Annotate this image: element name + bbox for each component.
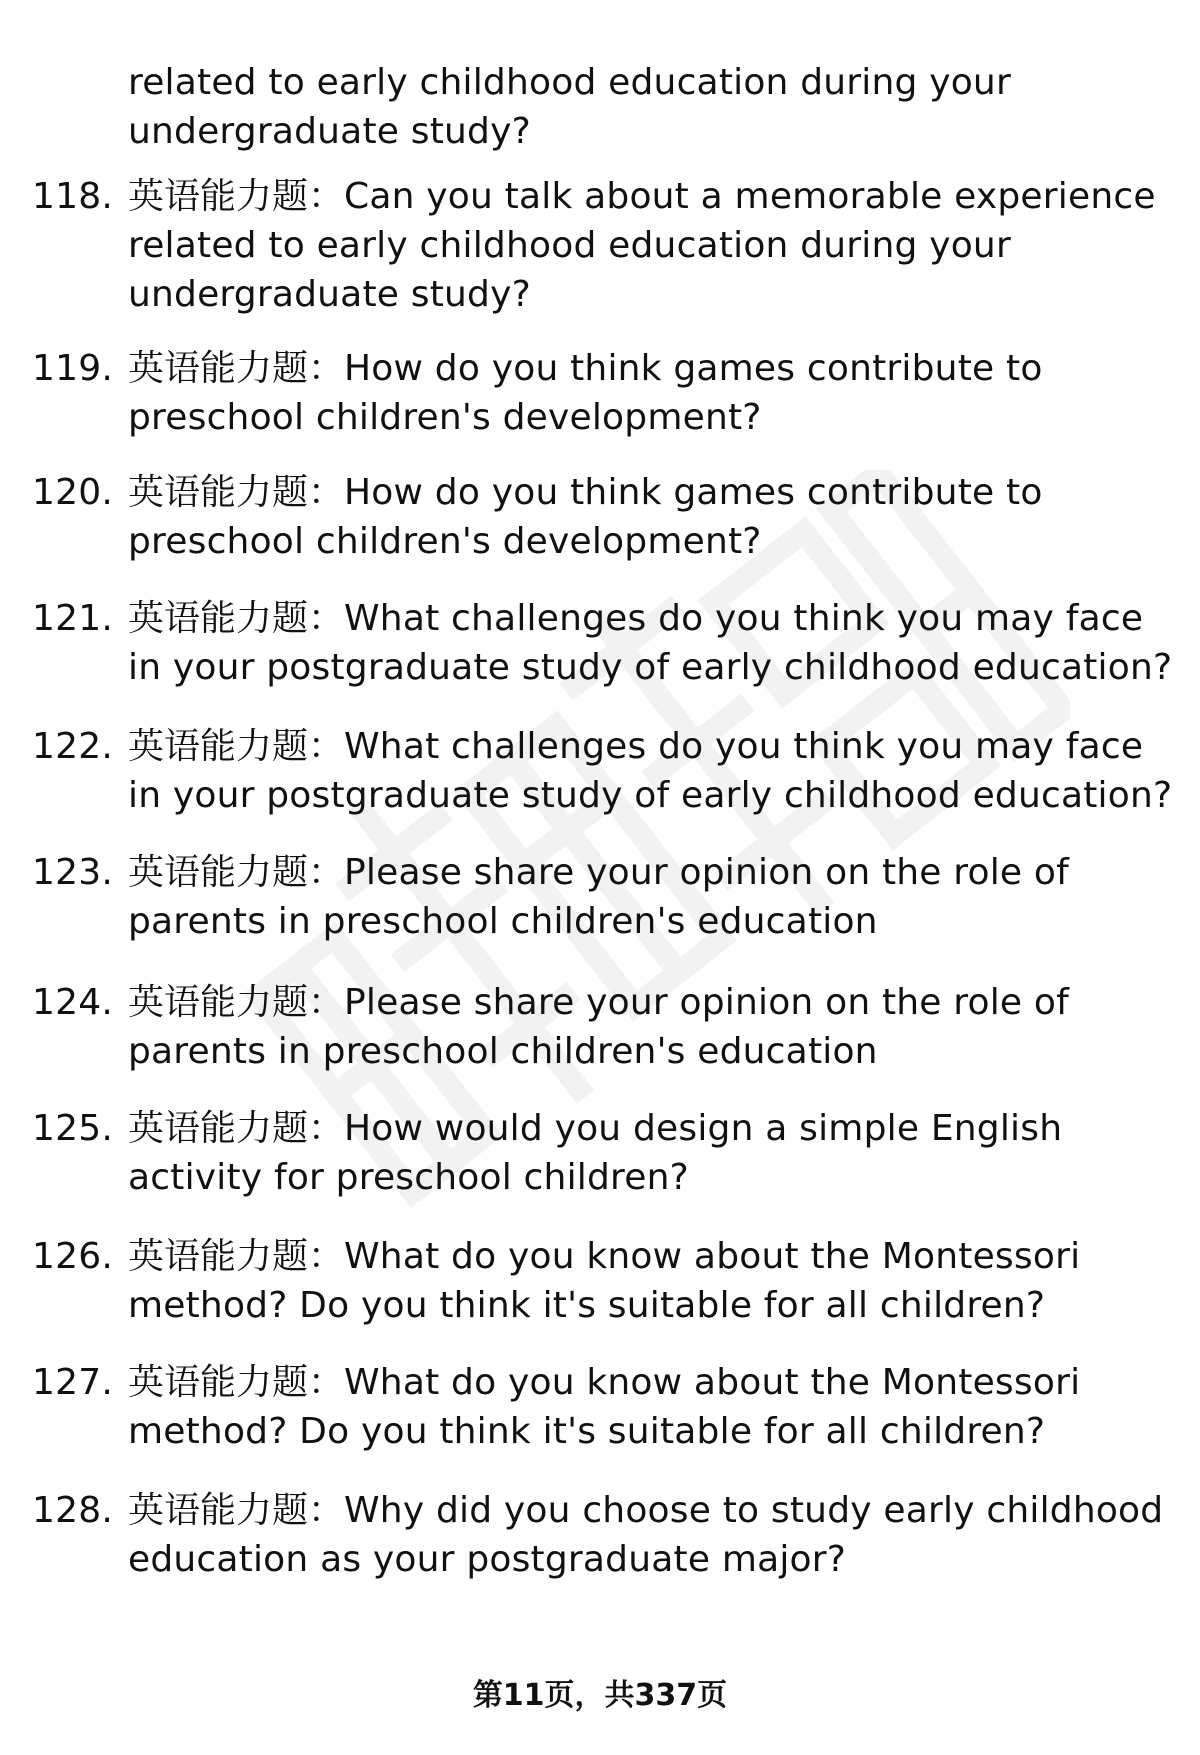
question-body	[128, 172, 1173, 319]
question-text: How do you think games contribute to preschool children's development?	[128, 348, 1043, 438]
question-number: 126.	[32, 1236, 113, 1277]
question-number: 122.	[32, 726, 113, 767]
question-text: What challenges do you think you may face in your postgraduate study of early childhood education?	[128, 726, 1173, 816]
question-text: What do you know about the Montessori method? Do you think it's suitable for all children?	[128, 1236, 1081, 1326]
question-number: 124.	[32, 982, 113, 1023]
question-text: Please share your opinion on the role of parents in preschool children's education	[128, 982, 1070, 1072]
question-prefix: 英语能力题：	[128, 176, 345, 217]
question-prefix: 英语能力题：	[128, 348, 345, 389]
page-number-footer: 第11页，共337页	[472, 1678, 728, 1713]
question-body	[128, 344, 1173, 442]
question-body	[128, 1232, 1173, 1330]
question-text: Please share your opinion on the role of parents in preschool children's education	[128, 852, 1070, 942]
question-prefix: 英语能力题：	[128, 1362, 345, 1403]
question-body	[128, 468, 1173, 566]
question-number: 119.	[32, 348, 113, 389]
question-body	[128, 978, 1173, 1076]
question-body	[128, 1358, 1173, 1456]
question-prefix: 英语能力题：	[128, 982, 345, 1023]
question-number: 128.	[32, 1490, 113, 1531]
question-body	[128, 722, 1173, 820]
question-body	[128, 848, 1173, 946]
question-text: What do you know about the Montessori method? Do you think it's suitable for all children?	[128, 1362, 1081, 1452]
question-number: 123.	[32, 852, 113, 893]
question-prefix: 英语能力题：	[128, 1490, 345, 1531]
question-number: 127.	[32, 1362, 113, 1403]
question-body	[128, 594, 1173, 692]
question-text: How would you design a simple English activity for preschool children?	[128, 1108, 1063, 1198]
question-prefix: 英语能力题：	[128, 1108, 345, 1149]
question-body	[128, 1104, 1173, 1202]
question-prefix: 英语能力题：	[128, 852, 345, 893]
question-prefix: 英语能力题：	[128, 1236, 345, 1277]
question-body	[128, 1486, 1173, 1584]
continued-question-text: related to early childhood education during your undergraduate study?	[128, 62, 1011, 152]
question-text: What challenges do you think you may face in your postgraduate study of early childhood education?	[128, 598, 1173, 688]
question-number: 121.	[32, 598, 113, 639]
question-text: How do you think games contribute to preschool children's development?	[128, 472, 1043, 562]
question-number: 118.	[32, 176, 113, 217]
question-text: Why did you choose to study early childhood education as your postgraduate major?	[128, 1490, 1164, 1580]
question-prefix: 英语能力题：	[128, 726, 345, 767]
question-number: 125.	[32, 1108, 113, 1149]
question-number: 120.	[32, 472, 113, 513]
question-prefix: 英语能力题：	[128, 598, 345, 639]
question-text: Can you talk about a memorable experience related to early childhood education during your undergraduate study?	[128, 176, 1156, 315]
question-prefix: 英语能力题：	[128, 472, 345, 513]
